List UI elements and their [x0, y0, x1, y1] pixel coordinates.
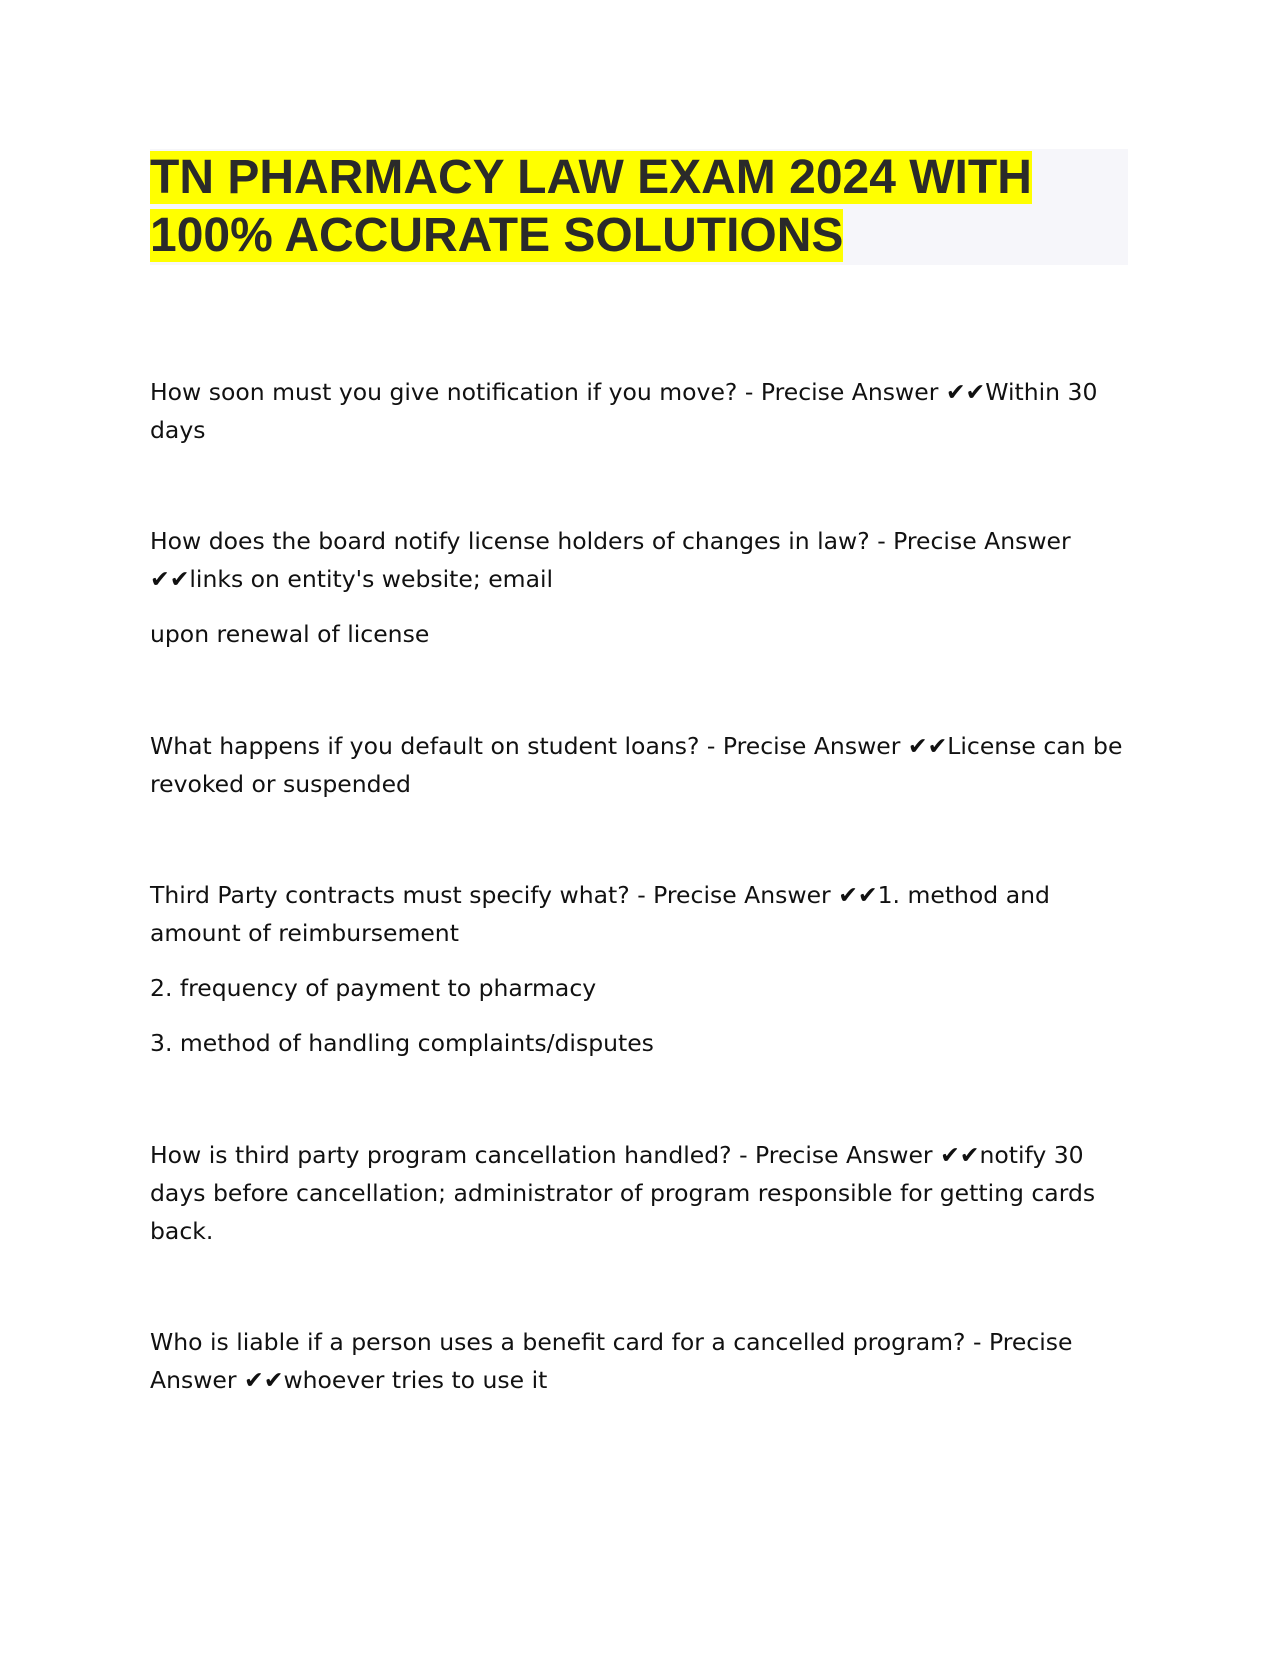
answer-extra-line: 2. frequency of payment to pharmacy — [150, 974, 597, 1002]
qa-item-4 — [150, 876, 1135, 1062]
answer-prefix: Precise Answer — [755, 1141, 933, 1169]
answer-extra-line: 3. method of handling complaints/disputes — [150, 1029, 654, 1057]
answer-text: notify 30 days before cancellation; administrator of program responsible for getting cards back. — [150, 1141, 1096, 1245]
qa-text: How does the board notify license holders of changes in law? - Precise Answer ✔✔links on entity's website; email — [150, 527, 1071, 593]
check-mark-icon: ✔✔ — [940, 1141, 980, 1169]
answer-text: whoever tries to use it — [283, 1366, 548, 1394]
check-mark-icon: ✔✔ — [244, 1366, 284, 1394]
check-mark-icon: ✔✔ — [907, 732, 948, 760]
answer-text: License can be revoked or suspended — [150, 732, 1123, 798]
qa-text: How is third party program cancellation handled? - Precise Answer ✔✔notify 30 days before cancellation; administrator of program responsible for getting cards back. — [150, 1141, 1096, 1245]
qa-item-2 — [150, 522, 1135, 653]
qa-text: What happens if you default on student loans? - Precise Answer ✔✔License can be revoked or suspended — [150, 732, 1123, 798]
check-mark-icon: ✔✔ — [838, 881, 878, 909]
title-block — [150, 149, 1128, 265]
answer-prefix: Precise Answer — [722, 732, 901, 760]
qa-item-1 — [150, 373, 1135, 449]
answer-prefix: Precise Answer — [760, 378, 939, 406]
question-text: How is third party program cancellation handled? — [150, 1141, 732, 1169]
check-mark-icon: ✔✔ — [945, 378, 986, 406]
question-text: How soon must you give notification if you move? — [150, 378, 738, 406]
qa-text: Who is liable if a person uses a benefit card for a cancelled program? - Precise Answer ✔✔whoever tries to use it — [150, 1328, 1073, 1394]
question-text: Who is liable if a person uses a benefit card for a cancelled program? — [150, 1328, 966, 1356]
document-title — [150, 149, 1128, 265]
title-line-2: 100% ACCURATE SOLUTIONS — [150, 209, 844, 262]
question-text: What happens if you default on student loans? — [150, 732, 700, 760]
check-mark-icon: ✔✔ — [150, 565, 190, 593]
answer-text: 1. method and amount of reimbursement — [150, 881, 1050, 947]
answer-prefix: Precise Answer — [893, 527, 1071, 555]
answer-prefix: Precise Answer — [653, 881, 831, 909]
title-line-1: TN PHARMACY LAW EXAM 2024 WITH — [150, 151, 1032, 204]
answer-text: Within 30 days — [150, 378, 1098, 444]
answer-prefix: Precise Answer — [150, 1328, 1073, 1394]
qa-item-6 — [150, 1323, 1135, 1399]
qa-item-3 — [150, 727, 1135, 803]
question-text: How does the board notify license holders of changes in law? — [150, 527, 870, 555]
answer-extra-line: upon renewal of license — [150, 620, 430, 648]
qa-item-5 — [150, 1136, 1135, 1250]
question-text: Third Party contracts must specify what? — [150, 881, 630, 909]
qa-text: Third Party contracts must specify what? - Precise Answer ✔✔1. method and amount of reimbursement — [150, 881, 1050, 947]
answer-text: links on entity's website; email — [189, 565, 554, 593]
qa-text: How soon must you give notification if you move? - Precise Answer ✔✔Within 30 days — [150, 378, 1098, 444]
